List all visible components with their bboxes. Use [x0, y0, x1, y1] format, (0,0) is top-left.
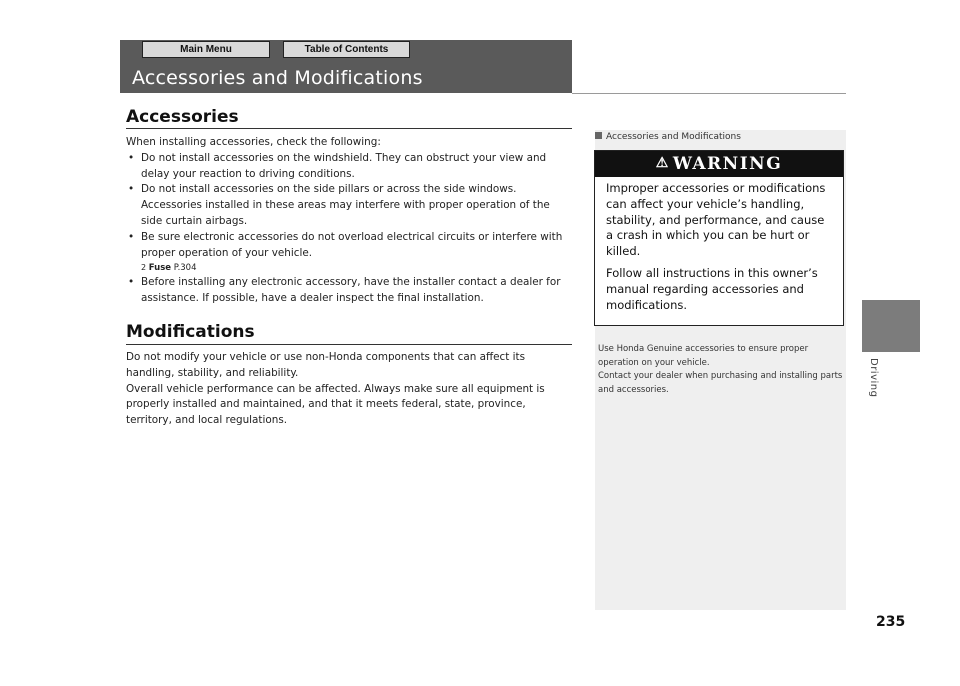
accessories-list [126, 151, 572, 262]
sidebar-note-2: Contact your dealer when purchasing and installing parts and accessories. [598, 371, 843, 395]
main-menu-button[interactable]: Main Menu [142, 41, 270, 58]
list-item: • Do not install accessories on the windshield. They can obstruct your view and delay your reaction to driving conditions. [126, 151, 572, 183]
modifications-heading: Modifications [126, 322, 255, 342]
list-item: • Before installing any electronic accessory, have the installer contact a dealer for assistance. If possible, have a dealer inspect the final installation. [126, 275, 572, 307]
warning-triangle-icon: ⚠ [655, 155, 670, 171]
section-tab-label: Driving [868, 358, 879, 398]
reference-arrow-icon: 2 [141, 263, 147, 273]
warning-box [594, 150, 844, 326]
modifications-paragraph-2: Overall vehicle performance can be affected. Always make sure all equipment is properly installed and maintained, and that it meets federal, state, province, territory, and local regulations. [126, 382, 545, 427]
modifications-paragraph-1: Do not modify your vehicle or use non-Honda components that can affect its handling, stability, and reliability. [126, 351, 526, 379]
warning-paragraph-2: Follow all instructions in this owner’s manual regarding accessories and modifications. [606, 265, 818, 312]
header-rule [572, 93, 846, 94]
list-item: • Do not install accessories on the side pillars or across the side windows. Accessories installed in these areas may interfere with proper operation of the side curtain airbags. [126, 182, 572, 229]
accessories-intro: When installing accessories, check the following: [126, 136, 381, 148]
page-number: 235 [876, 614, 906, 630]
sidebar-heading [595, 132, 741, 142]
list-item: • Be sure electronic accessories do not overload electrical circuits or interfere with proper operation of your vehicle. [126, 230, 572, 262]
fuse-cross-reference[interactable] [126, 261, 572, 275]
accessories-heading: Accessories [126, 107, 239, 127]
xref-page: P.304 [173, 263, 197, 274]
table-of-contents-button[interactable]: Table of Contents [283, 41, 410, 58]
warning-title: WARNING [672, 154, 783, 174]
warning-text [595, 177, 843, 313]
page-title: Accessories and Modifications [132, 67, 423, 89]
accessories-section [126, 135, 572, 307]
bookmark-icon [595, 132, 602, 139]
xref-label: Fuse [148, 263, 172, 274]
accessories-list-continued [126, 275, 572, 307]
modifications-section [126, 350, 546, 429]
sidebar-note-1: Use Honda Genuine accessories to ensure proper operation on your vehicle. [598, 344, 809, 368]
section-tab[interactable] [862, 300, 920, 352]
accessories-rule [126, 128, 572, 129]
modifications-rule [126, 344, 572, 345]
warning-paragraph-1: Improper accessories or modifications can affect your vehicle’s handling, stability, and performance, and cause a crash in which you can be hurt or killed. [606, 181, 826, 259]
warning-bar [595, 151, 843, 177]
sidebar-heading-text: Accessories and Modifications [606, 132, 741, 142]
sidebar-note [598, 343, 844, 397]
